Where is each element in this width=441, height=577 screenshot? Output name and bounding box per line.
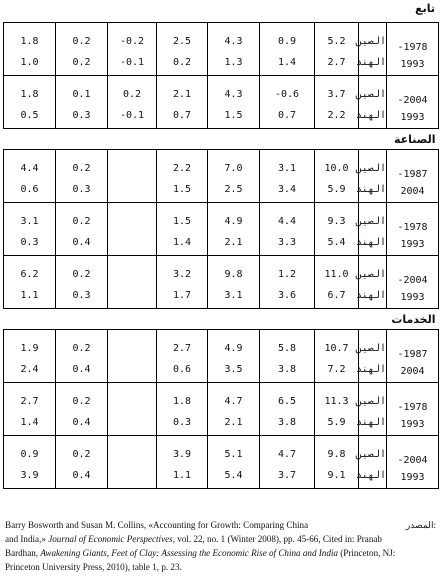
value-cell: 3.1 (4, 203, 56, 230)
value-cell: 3.2 (157, 256, 208, 283)
country-cell: الصين (359, 76, 387, 103)
source-text: , vol. 22, no. 1 (Winter 2008), pp. 45-66, Cited in: Pranab (172, 534, 382, 544)
value-cell: 1.8 (157, 383, 208, 410)
table-row (4, 330, 439, 357)
country-cell: الصين (359, 203, 387, 230)
table-row (4, 436, 439, 463)
value-cell: 9.8 (208, 256, 260, 283)
value-cell (108, 229, 157, 256)
value-cell: 5.4 (208, 462, 260, 489)
country-cell: الهند (359, 102, 387, 129)
value-cell: 1.7 (157, 282, 208, 309)
table-row (4, 23, 439, 50)
value-cell: 2.1 (208, 229, 260, 256)
value-cell: -0.6 (260, 76, 315, 103)
value-cell (108, 436, 157, 463)
value-cell: 1.4 (157, 229, 208, 256)
value-cell: 0.3 (56, 176, 108, 203)
value-cell: 0.2 (56, 330, 108, 357)
value-cell (108, 150, 157, 177)
value-cell: 4.4 (4, 150, 56, 177)
period-cell (387, 436, 439, 489)
value-cell: 0.2 (157, 49, 208, 76)
value-cell: -0.1 (108, 49, 157, 76)
value-cell: 2.7 (315, 49, 359, 76)
period-cell (387, 150, 439, 203)
value-cell: 4.3 (208, 23, 260, 50)
value-cell (108, 282, 157, 309)
country-cell: الصين (359, 383, 387, 410)
value-cell: 5.8 (260, 330, 315, 357)
book-title: Awakening Giants, Feet of Clay: Assessing the Economic Rise of China and India (40, 548, 338, 558)
table-row (4, 383, 439, 410)
value-cell: 3.4 (260, 176, 315, 203)
period-line: 2004 (400, 186, 425, 197)
value-cell (108, 176, 157, 203)
value-cell: 4.4 (260, 203, 315, 230)
table-row (4, 176, 439, 203)
value-cell: 1.9 (4, 330, 56, 357)
period-cell (387, 330, 439, 383)
value-cell: 6.2 (4, 256, 56, 283)
value-cell: 2.1 (157, 76, 208, 103)
table-row (4, 462, 439, 489)
table-row (4, 49, 439, 76)
value-cell: 1.8 (4, 23, 56, 50)
value-cell: 2.1 (208, 409, 260, 436)
source-text: and India,» (5, 534, 49, 544)
period-cell (387, 383, 439, 436)
value-cell: 3.9 (4, 462, 56, 489)
source-label: المصدر: (405, 520, 436, 530)
value-cell: 1.5 (208, 102, 260, 129)
country-cell: الصين (359, 330, 387, 357)
value-cell: 0.3 (4, 229, 56, 256)
value-cell: 0.3 (56, 282, 108, 309)
value-cell: 3.8 (260, 409, 315, 436)
source-text: Bardhan, (5, 548, 41, 558)
value-cell: 0.6 (4, 176, 56, 203)
period-cell (387, 203, 439, 256)
value-cell: 4.9 (208, 203, 260, 230)
value-cell (108, 203, 157, 230)
period-cell (387, 76, 439, 129)
value-cell: 5.2 (315, 23, 359, 50)
period-line: 1993 (400, 292, 425, 303)
value-cell: 0.3 (157, 409, 208, 436)
country-cell: الهند (359, 356, 387, 383)
value-cell: 4.3 (208, 76, 260, 103)
period-line: -1987 (397, 349, 428, 360)
value-cell: 0.2 (56, 150, 108, 177)
value-cell: 3.7 (260, 462, 315, 489)
period-line: -1978 (397, 222, 428, 233)
value-cell: 3.7 (315, 76, 359, 103)
section-header-row (4, 129, 439, 150)
value-cell: 4.9 (208, 330, 260, 357)
period-line: -2004 (397, 275, 428, 286)
value-cell: 1.2 (260, 256, 315, 283)
value-cell (108, 256, 157, 283)
value-cell: 4.7 (260, 436, 315, 463)
value-cell: 0.2 (56, 383, 108, 410)
value-cell: 0.2 (56, 436, 108, 463)
growth-accounting-table (3, 22, 439, 489)
period-line: -1987 (397, 169, 428, 180)
value-cell: 0.2 (56, 203, 108, 230)
value-cell: 5.9 (315, 176, 359, 203)
value-cell: 0.7 (157, 102, 208, 129)
table-row (4, 282, 439, 309)
value-cell: 0.9 (4, 436, 56, 463)
table-row (4, 356, 439, 383)
section-title: الخدمات (4, 309, 439, 330)
country-cell: الهند (359, 409, 387, 436)
value-cell: 1.5 (157, 176, 208, 203)
table-row (4, 256, 439, 283)
value-cell: 2.4 (4, 356, 56, 383)
value-cell: 11.0 (315, 256, 359, 283)
value-cell: 3.1 (208, 282, 260, 309)
table-row (4, 203, 439, 230)
value-cell: -0.1 (108, 102, 157, 129)
table-row (4, 150, 439, 177)
value-cell: 6.5 (260, 383, 315, 410)
section-header-row (4, 309, 439, 330)
value-cell: 0.5 (4, 102, 56, 129)
value-cell (108, 330, 157, 357)
continued-label: تابع (415, 2, 435, 15)
value-cell: 9.3 (315, 203, 359, 230)
value-cell: 9.1 (315, 462, 359, 489)
period-line: -1978 (397, 42, 428, 53)
table-row (4, 76, 439, 103)
value-cell: 3.8 (260, 356, 315, 383)
value-cell: 5.4 (315, 229, 359, 256)
value-cell: 10.0 (315, 150, 359, 177)
value-cell: 3.5 (208, 356, 260, 383)
value-cell: 1.1 (4, 282, 56, 309)
value-cell: 0.2 (56, 256, 108, 283)
value-cell: 0.4 (56, 229, 108, 256)
value-cell: 9.8 (315, 436, 359, 463)
value-cell: 0.3 (56, 102, 108, 129)
value-cell: 3.3 (260, 229, 315, 256)
value-cell: 0.4 (56, 409, 108, 436)
value-cell: -0.2 (108, 23, 157, 50)
value-cell: 1.8 (4, 76, 56, 103)
value-cell: 0.2 (56, 23, 108, 50)
period-line: -2004 (397, 95, 428, 106)
country-cell: الهند (359, 282, 387, 309)
value-cell: 0.4 (56, 356, 108, 383)
value-cell (108, 383, 157, 410)
source-text: Princeton University Press, 2010), table 1, p. 23. (5, 562, 182, 572)
value-cell: 2.5 (157, 23, 208, 50)
period-line: 1993 (400, 239, 425, 250)
country-cell: الهند (359, 462, 387, 489)
value-cell: 0.9 (260, 23, 315, 50)
value-cell (108, 356, 157, 383)
value-cell: 2.7 (4, 383, 56, 410)
source-text: (Princeton, NJ: (337, 548, 396, 558)
value-cell: 11.3 (315, 383, 359, 410)
value-cell (108, 462, 157, 489)
table-row (4, 409, 439, 436)
period-cell (387, 256, 439, 309)
period-line: 2004 (400, 366, 425, 377)
value-cell: 1.4 (4, 409, 56, 436)
value-cell: 0.2 (108, 76, 157, 103)
value-cell: 4.7 (208, 383, 260, 410)
source-authors: Barry Bosworth and Susan M. Collins, «Accounting for Growth: Comparing China (5, 520, 309, 530)
value-cell: 0.2 (56, 49, 108, 76)
country-cell: الصين (359, 256, 387, 283)
country-cell: الهند (359, 49, 387, 76)
country-cell: الصين (359, 436, 387, 463)
value-cell: 0.1 (56, 76, 108, 103)
value-cell: 3.1 (260, 150, 315, 177)
country-cell: الصين (359, 23, 387, 50)
value-cell (108, 409, 157, 436)
country-cell: الصين (359, 150, 387, 177)
country-cell: الهند (359, 229, 387, 256)
period-line: -1978 (397, 402, 428, 413)
value-cell: 0.7 (260, 102, 315, 129)
source-note (5, 518, 436, 574)
value-cell: 7.2 (315, 356, 359, 383)
period-line: 1993 (400, 59, 425, 70)
value-cell: 2.7 (157, 330, 208, 357)
value-cell: 1.4 (260, 49, 315, 76)
value-cell: 1.5 (157, 203, 208, 230)
value-cell: 5.1 (208, 436, 260, 463)
period-line: 1993 (400, 419, 425, 430)
value-cell: 5.9 (315, 409, 359, 436)
period-line: -2004 (397, 455, 428, 466)
value-cell: 0.4 (56, 462, 108, 489)
period-cell (387, 23, 439, 76)
value-cell: 0.6 (157, 356, 208, 383)
country-cell: الهند (359, 176, 387, 203)
period-line: 1993 (400, 112, 425, 123)
value-cell: 10.7 (315, 330, 359, 357)
value-cell: 6.7 (315, 282, 359, 309)
value-cell: 3.9 (157, 436, 208, 463)
value-cell: 7.0 (208, 150, 260, 177)
value-cell: 2.2 (157, 150, 208, 177)
value-cell: 1.0 (4, 49, 56, 76)
value-cell: 3.6 (260, 282, 315, 309)
table-row (4, 229, 439, 256)
value-cell: 1.1 (157, 462, 208, 489)
value-cell: 2.2 (315, 102, 359, 129)
table-row (4, 102, 439, 129)
period-line: 1993 (400, 472, 425, 483)
section-title: الصناعة (4, 129, 439, 150)
value-cell: 1.3 (208, 49, 260, 76)
journal-title: Journal of Economic Perspectives (48, 534, 173, 544)
value-cell: 2.5 (208, 176, 260, 203)
